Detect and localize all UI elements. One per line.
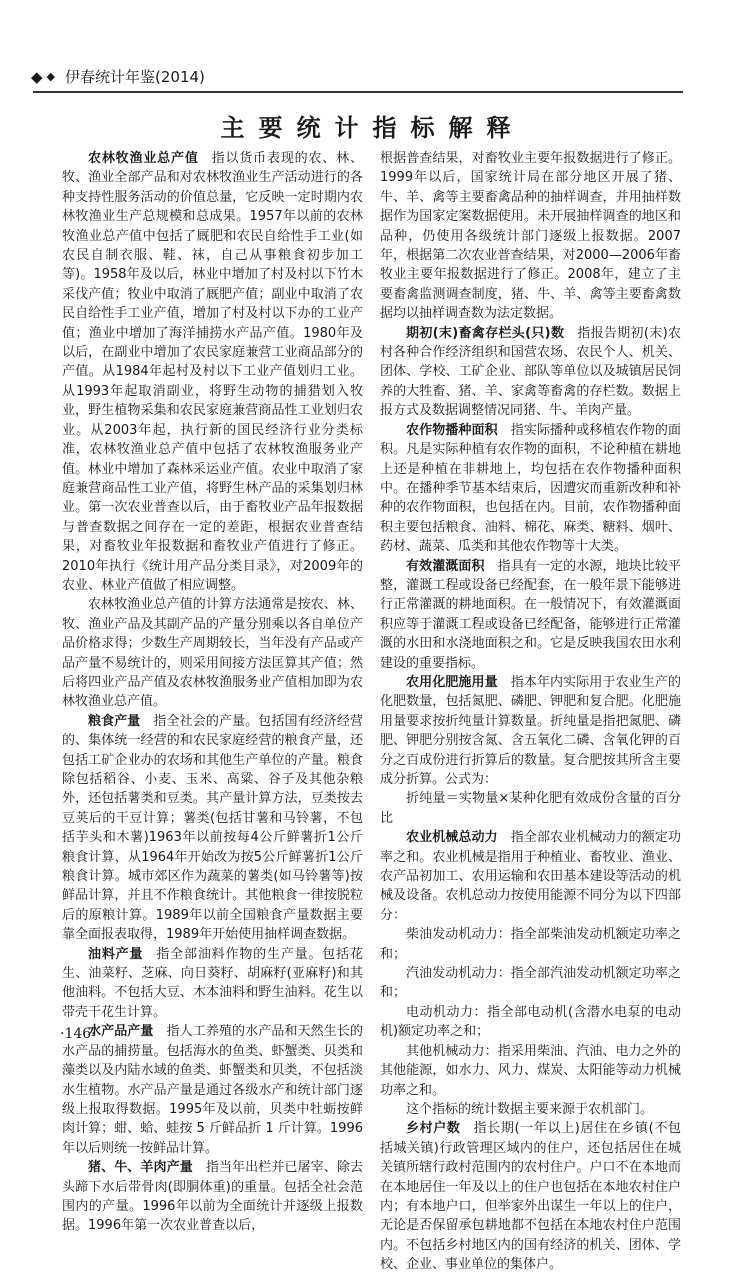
sub-item [380,925,681,964]
term: 农林牧渔业总产值 [88,151,199,166]
definition: 指实际播种或移植农作物的面积。凡是实际种植有农作物的面积，不论种植在耕地上还是种植在非耕地上，均包括在农作物播种面积中。在播种季节基本结束后，因遭灾而重新改种和补种的农作物面积，也包括在内。目前，农作物播种面积主要包括粮食、油料、棉花、麻类、糖料、烟叶、药材、蔬菜、瓜类和其他农作物等十大类。 [380,422,681,555]
sub-item-text: 汽油发动机动力：指全部汽油发动机额定功率之和； [380,966,681,1001]
sub-item [380,1042,681,1100]
paragraph [62,712,363,945]
sub-item [380,964,681,1003]
definition: 指报告期初(末)农村各种合作经济组织和国营农场、农民个人、机关、团体、学校、工矿企业、部队等单位以及城镇居民饲养的大牲畜、猪、羊、家禽等畜禽的存栏数。数据上报方式及数据调整情况同猪、牛、羊肉产量。 [380,325,681,419]
paragraph [380,828,681,925]
term: 农用化肥施用量 [406,674,498,690]
term: 有效灌溉面积 [406,558,485,574]
page-number: ·146· [60,1026,96,1042]
page-title: 主要统计指标解释 [220,114,525,142]
paragraph [62,595,363,711]
definition: 指全部油料作物的生产量。包括花生、油菜籽、芝麻、向日葵籽、胡麻籽(亚麻籽)和其他油料。不包括大豆、木本油料和野生油料。花生以带壳干花生计算。 [62,946,363,1020]
running-header [31,66,205,87]
left-column [62,149,363,1236]
diamond-icon: ◆ [31,67,43,86]
diamond-icon: ◆ [46,70,56,83]
paragraph [380,557,681,673]
paragraph [62,1022,363,1158]
paragraph [380,673,681,789]
paragraph [380,1100,681,1119]
definition: 指当年出栏并已屠宰、除去头蹄下水后带骨肉(即胴体重)的重量。包括全社会范围内的产量。1996年以前为全面统计并逐级上报数据。1996年第一次农业普查以后， [62,1160,363,1234]
term: 农业机械总动力 [406,830,498,846]
definition: 指长期(一年以上)居住在乡镇(不包括城关镇)行政管理区域内的住户，还包括居住在城关镇所辖行政村范围内的农村住户。户口不在本地而在本地居住一年及以上的住户也包括在本地农村住户内；有本地户口，但举家外出谋生一年以上的住户，无论是否保留承包耕地都不包括在本地农村住户范围内。不包括乡村地区内的国有经济的机关、团体、学校、企业、事业单位的集体户。 [380,1121,681,1273]
term: 油料产量 [88,946,144,962]
paragraph [380,421,681,557]
formula-text: 折纯量＝实物量×某种化肥有效成份含量的百分比 [380,791,681,826]
term: 农作物播种面积 [406,422,498,438]
definition: 指人工养殖的水产品和天然生长的水产品的捕捞量。包括海水的鱼类、虾蟹类、贝类和藻类以及内陆水域的鱼类、虾蟹类和贝类，不包括淡水生植物。水产品产量是通过各级水产和统计部门逐级上报取得数据。1995年及以前，贝类中牡蛎按鲜肉计算；蚶、蛤、蛙按 5 斤鲜品折 1 斤计算。1996年以后则统一按鲜品计算。 [62,1024,363,1156]
right-column [380,149,681,1275]
sub-item [380,1003,681,1042]
sub-item-text: 电动机动力：指全部电动机(含潜水电泵的电动机)额定功率之和； [380,1004,681,1040]
definition: 农林牧渔业总产值的计算方法通常是按农、林、牧、渔业产品及其副产品的产量分别乘以各自单位产品价格求得；少数生产周期较长，当年没有产品或产品产量不易统计的，则采用间接方法匡算其产值；然后将四业产品产值及农林牧渔服务业产值相加即为农林牧渔业总产值。 [62,597,363,710]
term: 猪、牛、羊肉产量 [88,1160,193,1176]
paragraph [62,149,363,595]
term: 乡村户数 [406,1121,461,1137]
header-rule [33,91,683,93]
definition: 指全部农业机械动力的额定功率之和。农业机械是指用于种植业、畜牧业、渔业、农产品初加工、农用运输和农田基本建设等活动的机械及设备。农机总动力按使用能源不同分为以下四部分： [380,830,681,923]
sub-item-text: 其他机械动力：指采用柴油、汽油、电力之外的其他能源，如水力、风力、煤炭、太阳能等动力机械功率之和。 [380,1043,681,1098]
definition: 指以货币表现的农、林、牧、渔业全部产品和对农林牧渔业生产活动进行的各种支持性服务活动的价值总量，它反映一定时期内农林牧渔业生产总规模和总成果。1957年以前的农林牧渔业总产值中包括了厩肥和农民自给性手工业(如农民自制衣服、鞋、袜，自己从事粮食初步加工等)。1958年及以后，林业中增加了村及村以下竹木采伐产值；牧业中取消了厩肥产值；副业中取消了农民自给性手工业产值，增加了村及村以下办的工业产值；渔业中增加了海洋捕捞水产品产值。1980年及以后，在副业中增加了农民家庭兼营工业商品部分的产值。从1984年起村及村以下工业产值划归工业。从1993年起取消副业，将野生动物的捕猎划入牧业，野生植物采集和农民家庭兼营商品性工业划归农业。从2003年起，执行新的国民经济行业分类标准，农林牧渔业总产值中包括了农林牧渔服务业产值。林业中增加了森林采运业产值。农业中取消了家庭兼营商品性工业产值，将野生林产品的采集划归林业。第一次农业普查以后，由于畜牧业产品年报数据与普查数据之间存在一定的差距，根据农业普查结果，对畜牧业年报数据和畜牧业产值进行了修正。2010年执行《统计用产品分类目录》，对2009年的农业、林业产值做了相应调整。 [62,151,363,593]
paragraph [62,1158,363,1236]
definition: 指具有一定的水源，地块比较平整，灌溉工程或设备已经配套，在一般年景下能够进行正常灌溉的耕地面积。在一般情况下，有效灌溉面积应等于灌溉工程或设备已经配备，能够进行正常灌溉的水田和水浇地面积之和。它是反映我国农田水利建设的重要指标。 [380,558,681,671]
definition: 指全社会的产量。包括国有经济经营的、集体统一经营的和农民家庭经营的粮食产量，还包括工矿企业办的农场和其他生产单位的产量。粮食除包括稻谷、小麦、玉米、高粱、谷子及其他杂粮外，还包括薯类和豆类。其产量计算方法，豆类按去豆荚后的干豆计算；薯类(包括甘薯和马铃薯，不包括芋头和木薯)1963年以前按每4公斤鲜薯折1公斤粮食计算，从1964年开始改为按5公斤鲜薯折1公斤粮食计算。城市郊区作为蔬菜的薯类(如马铃薯等)按鲜品计算，并且不作粮食统计。其他粮食一律按脱粒后的原粮计算。1989年以前全国粮食产量数据主要靠全面报表取得，1989年开始使用抽样调查数据。 [62,713,363,943]
term: 水产品产量 [88,1024,154,1040]
definition: 这个指标的统计数据主要来源于农机部门。 [406,1101,654,1117]
paragraph [380,324,681,421]
sub-item-text: 柴油发动机动力：指全部柴油发动机额定功率之和； [380,927,681,962]
definition: 根据普查结果，对畜牧业主要年报数据进行了修正。1999年以后，国家统计局在部分地区开展了猪、牛、羊、禽等主要畜禽品种的抽样调查，并用抽样数据作为国家定案数据使用。未开展抽样调查的地区和品种，仍使用各级统计部门逐级上报数据。2007年，根据第二次农业普查结果，对2000—2006年畜牧业主要年报数据进行了修正。2008年，建立了主要畜禽监测调查制度，猪、牛、羊、禽等主要畜禽数据均以抽样调查数为法定数据。 [380,151,681,322]
term: 期初(末)畜禽存栏头(只)数 [406,325,565,341]
formula [380,789,681,828]
term: 粮食产量 [88,713,141,729]
paragraph [380,149,681,324]
paragraph [62,945,363,1023]
book-title: 伊春统计年鉴(2014) [65,68,205,86]
definition: 指本年内实际用于农业生产的化肥数量，包括氮肥、磷肥、钾肥和复合肥。化肥施用量要求按折纯量计算数量。折纯量是指把氮肥、磷肥、钾肥分别按含氮、含五氧化二磷、含氧化钾的百分之百成份进行折算后的数量。复合肥按其所含主要成分折算。公式为： [380,674,681,787]
paragraph [380,1119,681,1274]
